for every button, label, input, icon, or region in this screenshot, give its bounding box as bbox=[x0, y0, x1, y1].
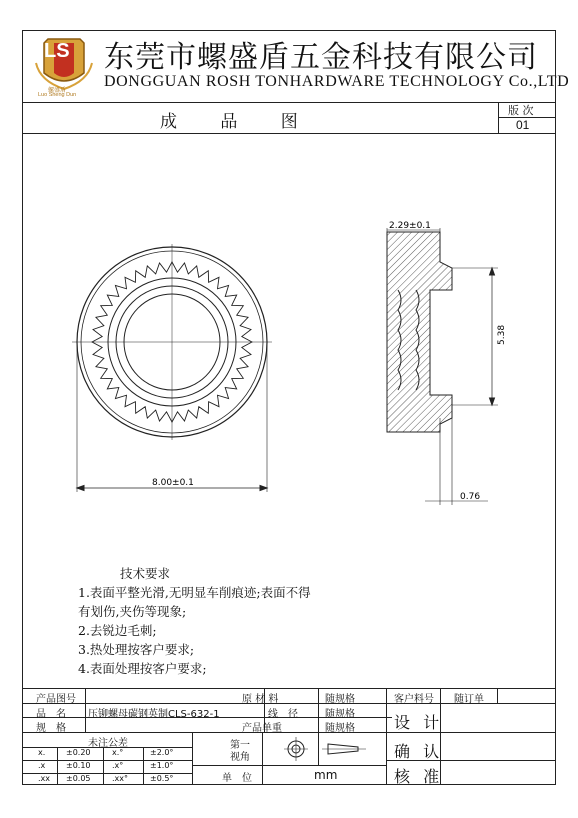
rule bbox=[143, 747, 144, 785]
tol-key: .x bbox=[38, 761, 46, 770]
rule bbox=[386, 688, 387, 785]
tolerance-title: 未注公差 bbox=[88, 738, 128, 749]
product-name: 压铆螺母碳钢英制CLS-632-1 bbox=[88, 709, 220, 720]
name-label: 品 名 bbox=[36, 709, 66, 720]
design-label: 设 计 bbox=[394, 713, 444, 732]
tol-value: ±0.10 bbox=[66, 761, 91, 770]
rule bbox=[85, 688, 86, 732]
dim-height: 5.38 bbox=[497, 324, 507, 345]
tol-value: ±0.20 bbox=[66, 748, 91, 757]
material-value: 随规格 bbox=[325, 694, 355, 705]
customer-no-value: 随订单 bbox=[454, 694, 484, 705]
wire-label: 线 径 bbox=[268, 709, 298, 720]
tol-key: .xx° bbox=[112, 774, 129, 783]
rule bbox=[192, 732, 193, 785]
logo-caption-cn: 螺盛盾 bbox=[48, 87, 67, 94]
logo-caption-en: Luo Sheng Dun bbox=[38, 92, 77, 98]
tol-key: .xx bbox=[38, 774, 51, 783]
technical-notes bbox=[78, 564, 311, 678]
confirm-label: 确 认 bbox=[394, 742, 444, 761]
rule bbox=[57, 747, 58, 785]
note-line: 2.去锐边毛刺; bbox=[78, 623, 157, 638]
unit-value: mm bbox=[314, 768, 338, 782]
dim-step: 0.76 bbox=[460, 492, 481, 502]
rule bbox=[22, 732, 556, 733]
rule bbox=[192, 765, 386, 766]
wire-value: 随规格 bbox=[325, 709, 355, 720]
customer-no-label: 客户料号 bbox=[394, 694, 434, 705]
angle-label: 第一 视角 bbox=[230, 740, 250, 763]
front-view bbox=[72, 244, 272, 492]
note-line: 有划伤,夹伤等现象; bbox=[78, 604, 187, 619]
projection-symbol bbox=[270, 735, 380, 763]
doc-title: 成 品 图 bbox=[160, 112, 306, 132]
side-view bbox=[387, 228, 498, 505]
logo-letters: LS bbox=[44, 40, 70, 62]
rule bbox=[497, 688, 498, 703]
company-name-cn: 东莞市螺盛盾五金科技有限公司 bbox=[104, 40, 538, 75]
tol-value: ±2.0° bbox=[150, 748, 174, 757]
note-line: 4.表面处理按客户要求; bbox=[78, 661, 207, 676]
rule bbox=[22, 688, 556, 689]
notes-title: 技术要求 bbox=[120, 566, 171, 581]
product-no-label: 产品图号 bbox=[36, 694, 76, 705]
tol-key: x. bbox=[38, 748, 46, 757]
tol-value: ±0.05 bbox=[66, 774, 91, 783]
rule bbox=[262, 732, 263, 785]
company-name-en: DONGGUAN ROSH TONHARDWARE TECHNOLOGY Co.,LTD bbox=[104, 73, 570, 90]
dim-thickness: 2.29±0.1 bbox=[389, 221, 431, 231]
tol-key: .x° bbox=[112, 761, 124, 770]
tol-key: x.° bbox=[112, 748, 124, 757]
weight-label: 产品单重 bbox=[242, 723, 282, 734]
rule bbox=[318, 688, 319, 732]
note-line: 3.热处理按客户要求; bbox=[78, 642, 195, 657]
material-label: 原 材 料 bbox=[242, 694, 279, 705]
version-label: 版 次 bbox=[508, 104, 534, 117]
dim-diameter: 8.00±0.1 bbox=[152, 478, 194, 488]
approve-label: 核 准 bbox=[394, 767, 444, 786]
rule bbox=[103, 747, 104, 785]
unit-label: 单 位 bbox=[222, 773, 252, 784]
weight-value: 随规格 bbox=[325, 723, 355, 734]
tol-value: ±0.5° bbox=[150, 774, 174, 783]
version-value: 01 bbox=[516, 118, 530, 132]
note-line: 1.表面平整光滑,无明显车削痕迹;表面不得 bbox=[78, 585, 311, 600]
spec-label: 规 格 bbox=[36, 723, 66, 734]
tol-value: ±1.0° bbox=[150, 761, 174, 770]
